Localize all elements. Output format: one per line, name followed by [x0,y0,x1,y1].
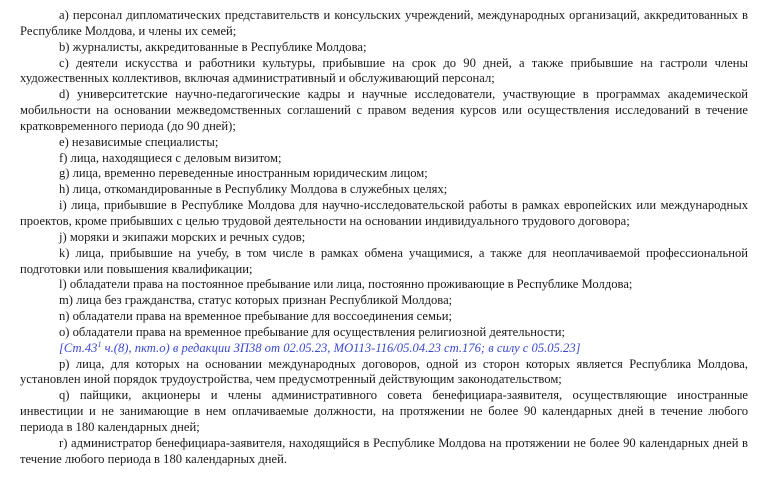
list-item-a: a) персонал дипломатических представительств и консульских учреждений, международных организаций, аккредитованных в Республике Молдова, и члены их семей; [20,8,748,38]
list-item-e: e) независимые специалисты; [59,134,219,149]
list-item-j: j) моряки и экипажи морских и речных судов; [59,229,306,244]
list-item-n: n) обладатели права на временное пребывание для воссоединения семьи; [59,309,452,324]
amendment-superscript: 1 [97,339,102,349]
list-item-m: m) лица без гражданства, статус которых признан Республикой Молдова; [59,293,453,308]
amendment-note [20,341,748,357]
list-item-r: r) администратор бенефициара-заявителя, находящийся в Республике Молдова на протяжении не более 90 календарных дней в течение любого периода в 180 календарных дней. [20,435,748,466]
amendment-link-text: ч.(8), пкт.o) в редакции ЗП38 от 02.05.23, МО113-116/05.04.23 ст.176; в силу с 05.05.23] [101,340,581,355]
list-item-h: h) лица, откомандированные в Республику Молдова в служебных целях; [59,182,448,197]
list-item-i: i) лица, прибывшие в Республике Молдова для научно-исследовательской работы в рамках европейских или международных проектов, кроме прибывших с целью трудовой деятельности на основании индивидуального трудового договора; [20,198,748,228]
list-item-d: d) университетские научно-педагогические кадры и научные исследователи, участвующие в программах академической мобильности на основании межведомственных соглашений с правом ведения курсов или осуществления исследований в течение кратковременного периода (до 90 дней); [20,87,748,133]
list-item-g: g) лица, временно переведенные иностранным юридическим лицом; [59,166,428,181]
list-item-l: l) обладатели права на постоянное пребывание или лица, постоянно проживающие в Республике Молдова; [59,277,633,292]
list-item-o: o) обладатели права на временное пребывание для осуществления религиозной деятельности; [59,324,565,339]
list-item-q: q) пайщики, акционеры и члены административного совета бенефициара-заявителя, осуществляющие иностранные инвестиции и не занимающие в нем оплачиваемые должности, на протяжении не более 90 календарных дней в течение любого периода в 180 календарных дней; [20,388,748,434]
list-item-p: p) лица, для которых на основании международных договоров, одной из сторон которых является Республика Молдова, установлен иной порядок трудоустройства, чем предусмотренный действующим законодательством; [20,356,748,387]
amendment-prefix: [Ст.43 [59,340,98,355]
list-item-f: f) лица, находящиеся с деловым визитом; [59,150,282,165]
list-item-k: k) лица, прибывшие на учебу, в том числе в рамках обмена учащимися, а также для неоплачиваемой профессиональной подготовки или повышения квалификации; [20,245,748,276]
amendment-link[interactable] [59,341,581,355]
list-item-b: b) журналисты, аккредитованные в Республике Молдова; [59,39,367,54]
list-item-c: c) деятели искусства и работники культуры, прибывшие на срок до 90 дней, а также прибывшие на гастроли члены художественных коллективов, включая административный и обслуживающий персонал; [20,55,748,86]
